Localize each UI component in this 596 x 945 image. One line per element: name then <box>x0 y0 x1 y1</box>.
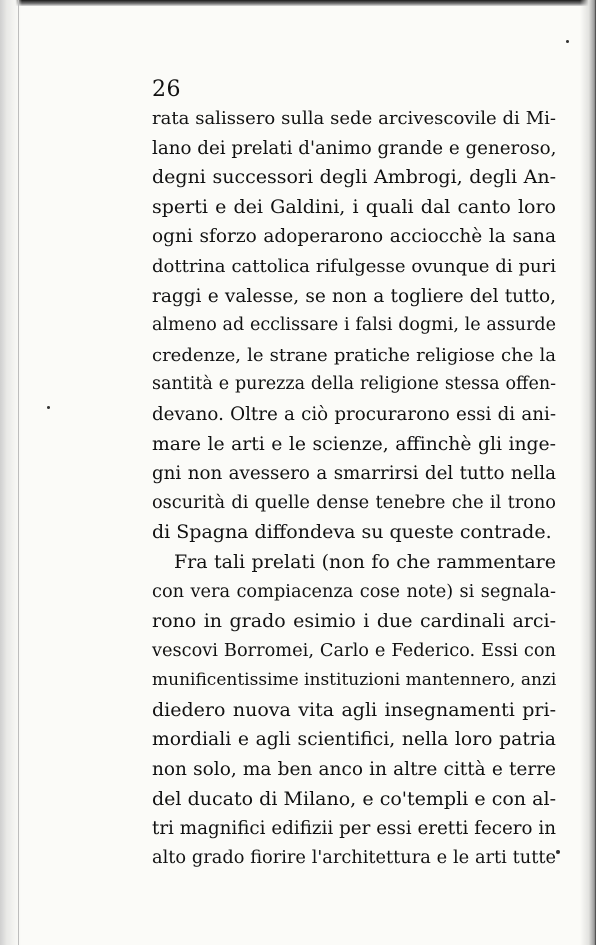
ink-speck <box>556 850 560 854</box>
text-line: rono in grado esimio i due cardinali arci- <box>152 610 556 633</box>
text-line: vescovi Borromei, Carlo e Federico. Essi con <box>152 640 556 661</box>
page-fold-line <box>18 0 19 945</box>
text-line: oscurità di quelle dense tenebre che il trono <box>152 492 556 513</box>
ink-speck <box>47 406 50 409</box>
page-number: 26 <box>152 77 181 102</box>
text-line: santità e purezza della religione stessa offen- <box>152 374 556 395</box>
text-line: mordiali e agli scientifici, nella loro patria <box>152 729 556 751</box>
text-line: gni non avessero a smarrirsi del tutto nella <box>152 463 556 485</box>
text-line: credenze, le strane pratiche religiose che la <box>152 344 556 366</box>
text-line: di Spagna diffondeva su queste contrade. <box>152 521 552 544</box>
text-line: devano. Oltre a ciò procurarono essi di ani- <box>152 403 556 425</box>
body-text <box>152 104 556 873</box>
text-line: munificentissime instituzioni mantennero, anzi <box>152 670 557 691</box>
text-line: degni successori degli Ambrogi, degli An- <box>152 166 556 189</box>
ink-speck <box>566 40 569 43</box>
paragraph-2 <box>152 548 556 874</box>
text-line: con vera compiacenza cose note) si segnala- <box>152 581 556 602</box>
paragraph-1 <box>152 104 556 548</box>
text-line: diedero nuova vita agli insegnamenti pri- <box>152 698 556 721</box>
text-line: alto grado fiorire l'architettura e le arti tutte <box>152 847 556 868</box>
text-line: dottrina cattolica rifulgesse ovunque di puri <box>152 255 556 277</box>
text-line: lano dei prelati d'animo grande e generoso, <box>152 137 557 159</box>
text-line: del ducato di Milano, e co'templi e con al- <box>152 787 556 810</box>
text-line: ogni sforzo adoperarono acciocchè la sana <box>152 226 556 248</box>
text-line: raggi e valesse, se non a togliere del tutto, <box>152 285 556 307</box>
text-line: tri magnifici edifizii per essi eretti fecero in <box>152 818 556 840</box>
text-line: non solo, ma ben anco in altre città e terre <box>152 759 556 781</box>
text-line: Fra tali prelati (non fo che rammentare <box>174 550 556 573</box>
scan-right-edge <box>580 0 596 945</box>
text-line: rata salissero sulla sede arcivescovile di Mi- <box>152 108 556 129</box>
text-line: sperti e dei Galdini, i quali dal canto loro <box>152 195 556 218</box>
scan-top-edge <box>0 0 596 6</box>
text-line: mare le arti e le scienze, affinchè gli inge- <box>152 433 556 455</box>
text-line: almeno ad ecclissare i falsi dogmi, le assurde <box>152 315 556 336</box>
